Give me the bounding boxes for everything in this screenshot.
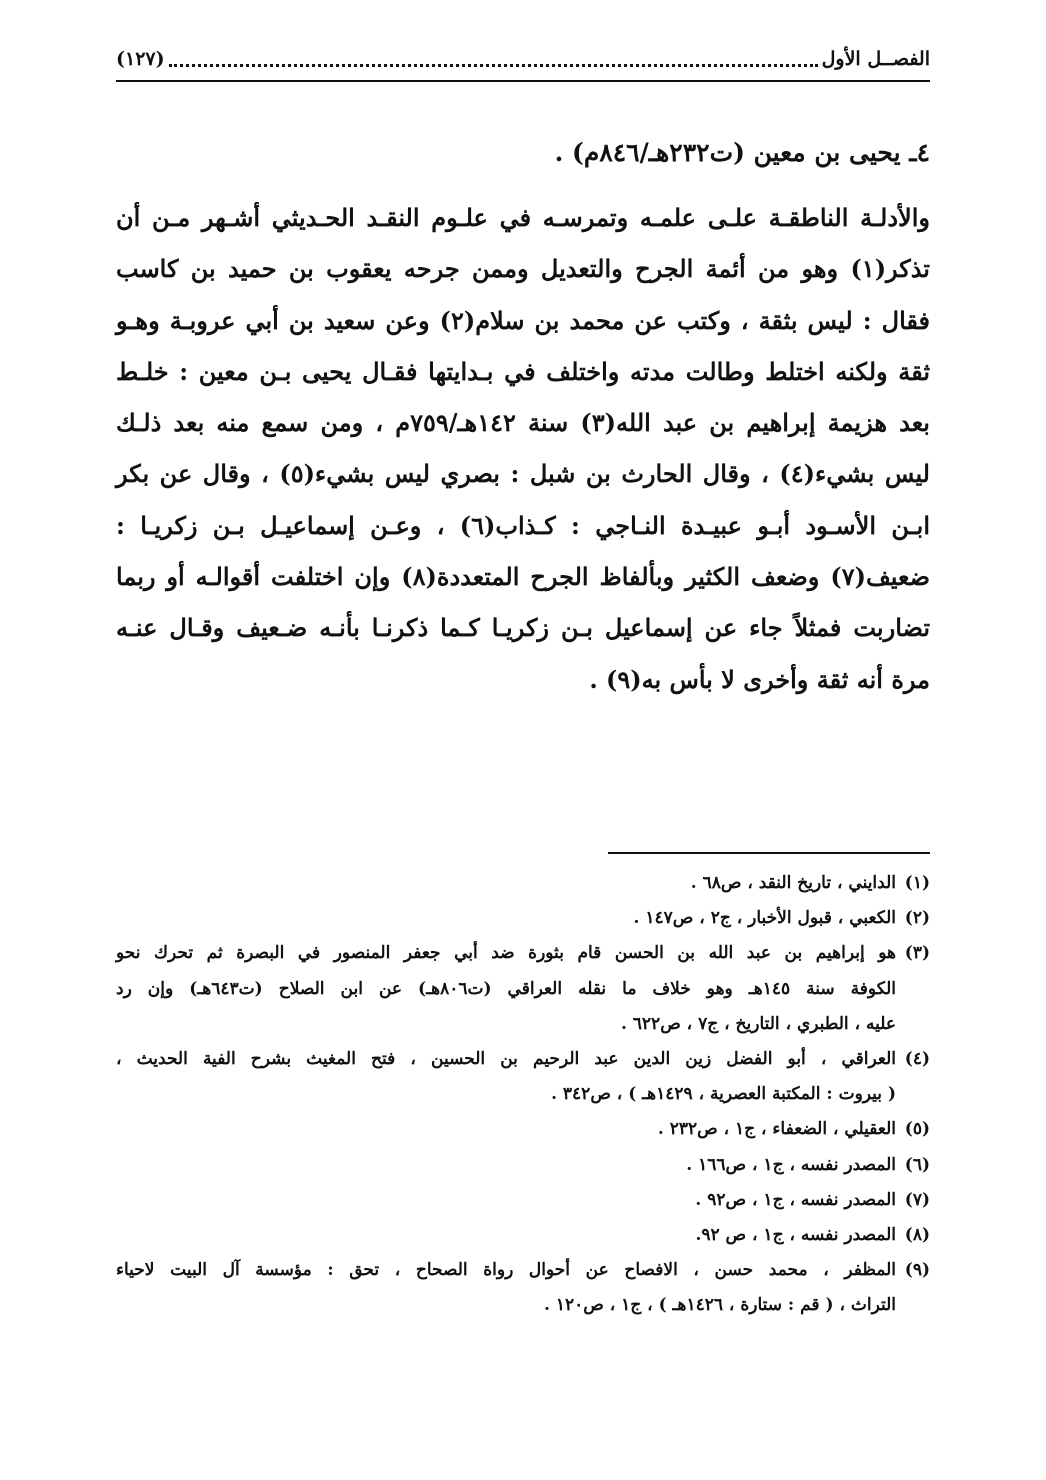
header-rule: [116, 80, 930, 82]
body-line: ليس بشيء(٤) ، وقال الحارث بن شبل : بصري ليس بشيء(٥) ، وقال عن بكر: [116, 459, 930, 489]
body-paragraph: [116, 192, 930, 705]
footnote: [116, 1148, 930, 1183]
body-line: ابـن الأسـود أبـو عبيـدة النـاجي : كـذاب(٦) ، وعـن إسماعيـل بـن زكريـا :: [116, 510, 930, 540]
footnote: [116, 1042, 930, 1112]
footnote-text: المصدر نفسه ، ج١ ، ص٩٢ .: [695, 1189, 896, 1210]
footnote-text: المظفر ، محمد حسن ، الافصاح عن أحوال رواة الصحاح ، تحق : مؤسسة آل البيت لاحياء: [116, 1260, 896, 1281]
body-line: بعد هزيمة إبراهيم بن عبد الله(٣) سنة ١٤٢هـ/٧٥٩م ، ومن سمع منه بعد ذلـك: [116, 408, 930, 438]
footnote-text: الدايني ، تاريخ النقد ، ص٦٨ .: [690, 873, 896, 893]
footnotes: [116, 866, 930, 1324]
footnote-number: (٥): [904, 1119, 930, 1140]
body-line: فقال : ليس بثقة ، وكتب عن محمد بن سلام(٢) وعن سعيد بن أبي عروبـة وهـو: [116, 305, 930, 335]
footnote-number: (٨): [904, 1225, 930, 1246]
footnote-number: (٤): [904, 1049, 930, 1070]
footnote-separator: [608, 852, 930, 854]
footnote-text: المصدر نفسه ، ج١ ، ص١٦٦ .: [686, 1154, 896, 1175]
page-number: (١٢٧): [116, 48, 165, 70]
body-line: والأدلـة الناطقـة علـى علمـه وتمرسـه في علـوم النقـد الحـديثي أشـهر مـن أن: [116, 203, 930, 232]
footnote-text: العقيلي ، الضعفاء ، ج١ ، ص٢٣٢ .: [657, 1119, 896, 1140]
footnote-number: (٢): [904, 908, 930, 929]
body-line: مرة أنه ثقة وأخرى لا بأس به(٩) .: [589, 664, 930, 694]
running-header: [116, 42, 930, 76]
footnote-text: الكعبي ، قبول الأخبار ، ج٢ ، ص١٤٧ .: [633, 908, 896, 929]
footnote-number: (٣): [904, 943, 930, 964]
footnote-number: (١): [904, 873, 930, 893]
section-heading: ٤ـ يحيى بن معين (ت٢٣٢هـ/٨٤٦م) .: [554, 138, 930, 167]
footnote-text: العراقي ، أبو الفضل زين الدين عبد الرحيم بن الحسين ، فتح المغيث بشرح الفية الحديث ،: [116, 1049, 896, 1070]
body-line: ثقة ولكنه اختلط وطالت مدته واختلف في بـدايتها فقـال يحيى بـن معين : خلـط: [116, 356, 930, 386]
footnote-text: الكوفة سنة ١٤٥هـ وهو خلاف ما نقله العراقي (ت٨٠٦هـ) عن ابن الصلاح (ت٦٤٣هـ) وإن رد: [116, 978, 897, 999]
footnote: [116, 901, 930, 936]
body-line: ضعيف(٧) وضعف الكثير وبألفاظ الجرح المتعددة(٨) وإن اختلفت أقوالـه أو ربما: [116, 562, 931, 592]
footnote-number: (٦): [904, 1154, 930, 1175]
footnote: [116, 936, 930, 1042]
header-dot-leader: [169, 64, 818, 67]
chapter-title: الفصــل الأول: [821, 48, 930, 70]
footnote: [116, 1112, 930, 1147]
body-line: تذكر(١) وهو من أئمة الجرح والتعديل وممن جرحه يعقوب بن حميد بن كاسب: [116, 254, 930, 284]
footnote: [116, 1218, 930, 1253]
footnote-text: عليه ، الطبري ، التاريخ ، ج٧ ، ص٦٢٢ .: [620, 1013, 896, 1034]
footnote-text: ( بيروت : المكتبة العصرية ، ١٤٢٩هـ ) ، ص٣٤٢ .: [551, 1084, 896, 1105]
body-line: تضاربت فمثلاً جاء عن إسماعيل بـن زكريـا كـما ذكرنـا بأنـه ضـعيف وقـال عنـه: [116, 613, 930, 643]
footnote: [116, 1183, 930, 1218]
footnote: [116, 1253, 930, 1323]
footnote-number: (٩): [904, 1260, 930, 1281]
footnote-number: (٧): [904, 1189, 930, 1210]
footnote-text: المصدر نفسه ، ج١ ، ص ٩٢.: [695, 1225, 896, 1246]
footnote: [116, 866, 930, 901]
footnote-text: هو إبراهيم بن عبد الله بن الحسن قام بثورة ضد أبي جعفر المنصور في البصرة ثم تحرك نحو: [116, 943, 896, 964]
footnote-text: التراث ، ( قم : ستارة ، ١٤٢٦هـ ) ، ج١ ، ص١٢٠ .: [543, 1295, 896, 1316]
